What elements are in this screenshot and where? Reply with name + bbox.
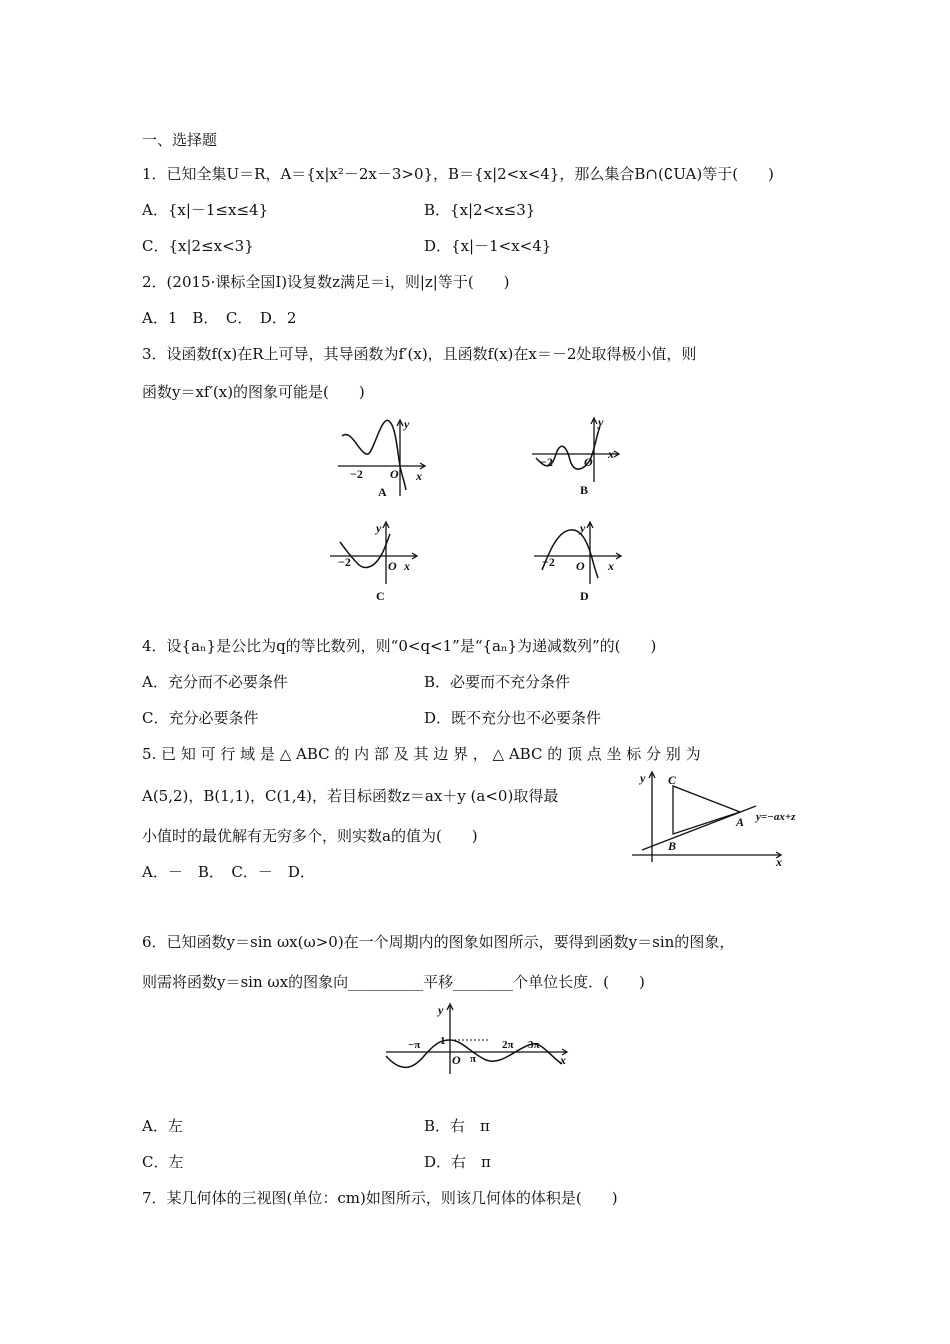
question-1-option-a: A．{x|－1≤x≤4} bbox=[142, 201, 269, 219]
question-4-stem: 4．设{aₙ}是公比为q的等比数列，则“0<q<1”是“{aₙ}为递减数列”的( ) bbox=[142, 637, 657, 655]
question-1-option-d: D．{x|－1<x<4} bbox=[424, 237, 552, 255]
question-6-option-b: B．右 π bbox=[424, 1117, 490, 1135]
sine-tick-2pi: 2π bbox=[502, 1039, 514, 1051]
question-6-option-d: D．右 π bbox=[424, 1153, 491, 1171]
sine-x-label: x bbox=[560, 1053, 566, 1067]
vertex-b-label: B bbox=[668, 839, 677, 853]
graph-a-neg2: −2 bbox=[350, 467, 363, 481]
graph-b-neg2: −2 bbox=[540, 455, 553, 469]
graph-a-y-label: y bbox=[404, 417, 410, 431]
question-5-options: A．－ B． C．－ D． bbox=[142, 863, 315, 881]
question-7-stem: 7．某几何体的三视图(单位：cm)如图所示，则该几何体的体积是( ) bbox=[142, 1189, 618, 1207]
sine-y-label: y bbox=[438, 1003, 444, 1017]
vertex-a-label: A bbox=[736, 815, 745, 829]
feasible-x-label: x bbox=[776, 855, 782, 869]
graph-c-origin: O bbox=[388, 559, 397, 573]
graph-a-origin: O bbox=[390, 467, 399, 481]
question-2-options: A．1 B． C． D．2 bbox=[142, 309, 297, 327]
question-3-line-2: 函数y＝xf′(x)的图象可能是( ) bbox=[142, 383, 365, 401]
question-3-line-1: 3．设函数f(x)在R上可导，其导函数为f′(x)，且函数f(x)在x＝－2处取得极小值，则 bbox=[142, 345, 697, 363]
question-4-option-d: D．既不充分也不必要条件 bbox=[424, 709, 602, 727]
sine-graph bbox=[382, 1004, 578, 1076]
sine-tick-3pi: 3π bbox=[528, 1039, 540, 1051]
graph-b-caption: B bbox=[580, 483, 589, 497]
question-5-line-2: A(5,2)，B(1,1)，C(1,4)，若目标函数z＝ax＋y (a<0)取得最 bbox=[142, 787, 559, 805]
question-5-line-1: 5. 已 知 可 行 域 是 △ ABC 的 内 部 及 其 边 界 ， △ ABC 的 顶 点 坐 标 分 别 为 bbox=[142, 745, 701, 763]
graph-c-neg2: −2 bbox=[338, 555, 351, 569]
graph-b bbox=[532, 416, 632, 498]
graph-d-y-label: y bbox=[580, 521, 586, 535]
graph-d bbox=[534, 522, 634, 604]
sine-tick-neg-pi: −π bbox=[408, 1039, 421, 1051]
feasible-region-figure bbox=[628, 770, 818, 869]
sine-tick-one: 1 bbox=[440, 1035, 446, 1047]
section-title: 一、选择题 bbox=[142, 131, 218, 149]
graph-d-neg2: −2 bbox=[542, 555, 555, 569]
graph-b-origin: O bbox=[584, 455, 593, 469]
graph-b-x-label: x bbox=[608, 447, 614, 461]
question-6-line-1: 6．已知函数y＝sin ωx(ω>0)在一个周期内的图象如图所示，要得到函数y＝sin的图象， bbox=[142, 933, 735, 951]
question-1-option-b: B．{x|2<x≤3} bbox=[424, 201, 536, 219]
question-4-option-a: A．充分而不必要条件 bbox=[142, 673, 288, 691]
graph-c-x-label: x bbox=[404, 559, 410, 573]
graph-a-x-label: x bbox=[416, 469, 422, 483]
question-6-option-c: C．左 bbox=[142, 1153, 184, 1171]
question-6-line-2: 则需将函数y＝sin ωx的图象向__________平移________个单位长度．( ) bbox=[142, 973, 645, 991]
question-2-stem: 2．(2015·课标全国Ⅰ)设复数z满足＝i，则|z|等于( ) bbox=[142, 273, 510, 291]
graph-c bbox=[330, 522, 430, 604]
graph-c-caption: C bbox=[376, 589, 385, 603]
graph-b-y-label: y bbox=[598, 415, 604, 429]
sine-tick-pi: π bbox=[470, 1053, 477, 1065]
feasible-y-label: y bbox=[640, 771, 646, 785]
question-4-option-c: C．充分必要条件 bbox=[142, 709, 259, 727]
graph-d-x-label: x bbox=[608, 559, 614, 573]
vertex-c-label: C bbox=[668, 773, 677, 787]
objective-line-label: y=−ax+z bbox=[756, 811, 796, 823]
graph-a bbox=[338, 416, 438, 498]
question-5-line-3: 小值时的最优解有无穷多个，则实数a的值为( ) bbox=[142, 827, 478, 845]
graph-d-caption: D bbox=[580, 589, 589, 603]
graph-c-y-label: y bbox=[376, 521, 382, 535]
graph-a-caption: A bbox=[378, 485, 387, 499]
question-1-option-c: C．{x|2≤x<3} bbox=[142, 237, 254, 255]
question-1-stem: 1．已知全集U＝R，A＝{x|x²－2x－3>0}，B＝{x|2<x<4}，那么集合B∩(∁UA)等于( ) bbox=[142, 165, 774, 183]
graph-d-origin: O bbox=[576, 559, 585, 573]
sine-origin: O bbox=[452, 1053, 461, 1067]
question-6-option-a: A．左 bbox=[142, 1117, 183, 1135]
question-4-option-b: B．必要而不充分条件 bbox=[424, 673, 571, 691]
